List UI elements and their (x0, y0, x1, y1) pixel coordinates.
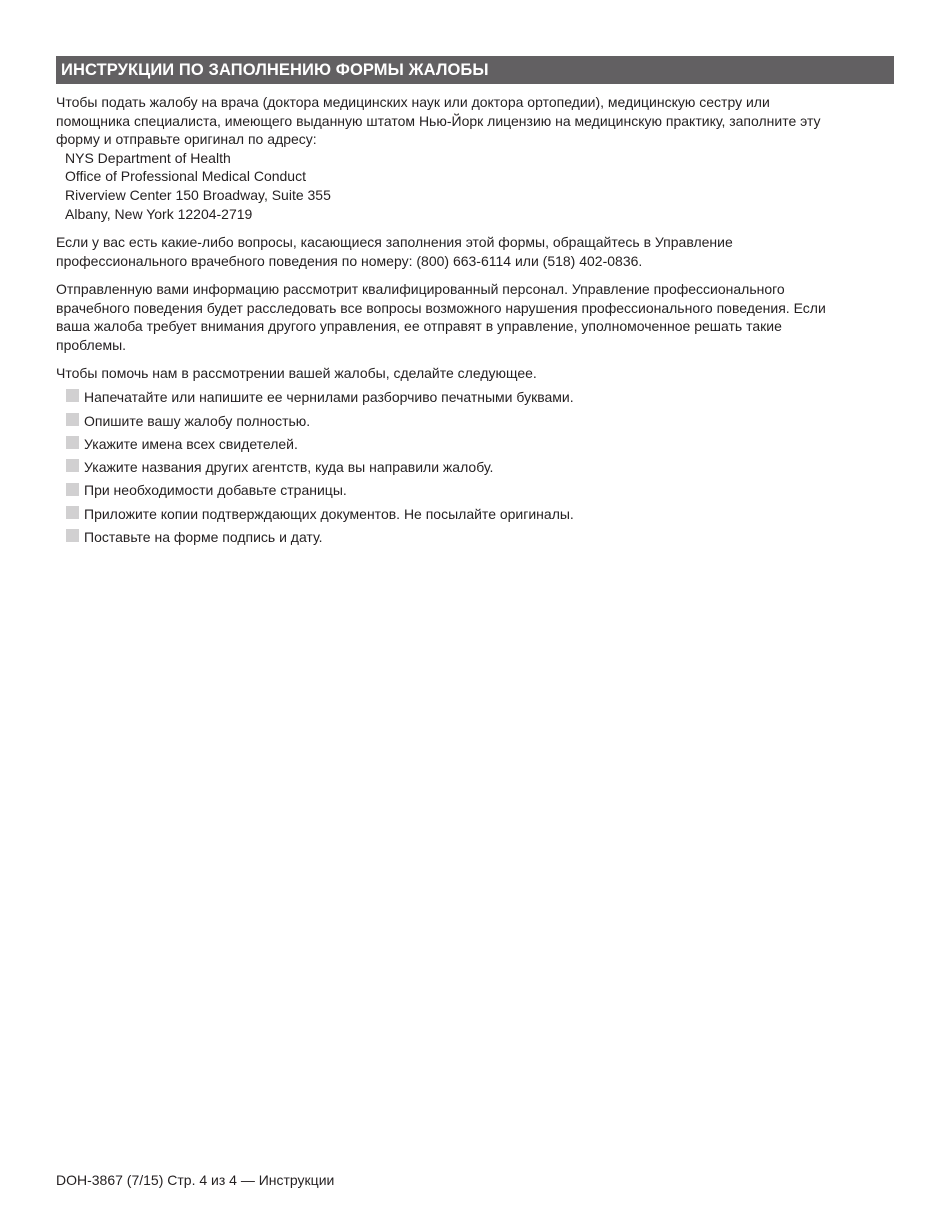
checklist (56, 386, 894, 549)
address-line-2: Office of Professional Medical Conduct (65, 168, 306, 185)
checklist-item (56, 456, 894, 479)
help-paragraph: Чтобы помочь нам в рассмотрении вашей жалобы, сделайте следующее. (56, 365, 537, 382)
checkbox-square-icon (66, 483, 79, 496)
review-paragraph: Отправленную вами информацию рассмотрит квалифицированный персонал. Управление профессионального врачебного поведения будет расследовать все вопросы возможного нарушения профессионального поведения. Если ваша жалоба требует внимания другого управления, ее отправят в управление, уполномоченное решать такие проблемы. (56, 281, 826, 353)
checklist-item (56, 502, 894, 525)
checklist-item (56, 386, 894, 409)
checklist-item-label: Поставьте на форме подпись и дату. (84, 528, 323, 545)
address-line-4: Albany, New York 12204-2719 (65, 205, 253, 222)
address-line-1: NYS Department of Health (65, 149, 231, 166)
checkbox-square-icon (66, 389, 79, 402)
checklist-item-label: Укажите имена всех свидетелей. (84, 435, 298, 452)
checkbox-square-icon (66, 436, 79, 449)
checklist-item-label: Приложите копии подтверждающих документов. Не посылайте оригиналы. (84, 505, 574, 522)
questions-paragraph: Если у вас есть какие-либо вопросы, касающиеся заполнения этой формы, обращайтесь в Управление профессионального врачебного поведения по номеру: (800) 663-6114 или (518) 402-0836. (56, 234, 733, 269)
checklist-item-label: При необходимости добавьте страницы. (84, 482, 347, 499)
checklist-item-label: Укажите названия других агентств, куда вы направили жалобу. (84, 459, 494, 476)
checklist-item-label: Опишите вашу жалобу полностью. (84, 412, 311, 429)
checklist-item (56, 409, 894, 432)
address-line-3: Riverview Center 150 Broadway, Suite 355 (65, 186, 331, 203)
intro-paragraph: Чтобы подать жалобу на врача (доктора медицинских наук или доктора ортопедии), медицинскую сестру или помощника специалиста, имеющего выданную штатом Нью-Йорк лицензию на медицинскую практику, заполните эту форму и отправьте оригинал по адресу: (56, 94, 821, 147)
checklist-item (56, 526, 894, 549)
checklist-item (56, 432, 894, 455)
checkbox-square-icon (66, 506, 79, 519)
page-footer: DOH-3867 (7/15) Стр. 4 из 4 — Инструкции (56, 1172, 335, 1188)
checkbox-square-icon (66, 529, 79, 542)
checklist-item-label: Напечатайте или напишите ее чернилами разборчиво печатными буквами. (84, 389, 574, 406)
instructions-page (56, 56, 894, 549)
checkbox-square-icon (66, 459, 79, 472)
mailing-address (65, 149, 894, 224)
checkbox-square-icon (66, 413, 79, 426)
checklist-item (56, 479, 894, 502)
page-title: ИНСТРУКЦИИ ПО ЗАПОЛНЕНИЮ ФОРМЫ ЖАЛОБЫ (56, 56, 894, 84)
